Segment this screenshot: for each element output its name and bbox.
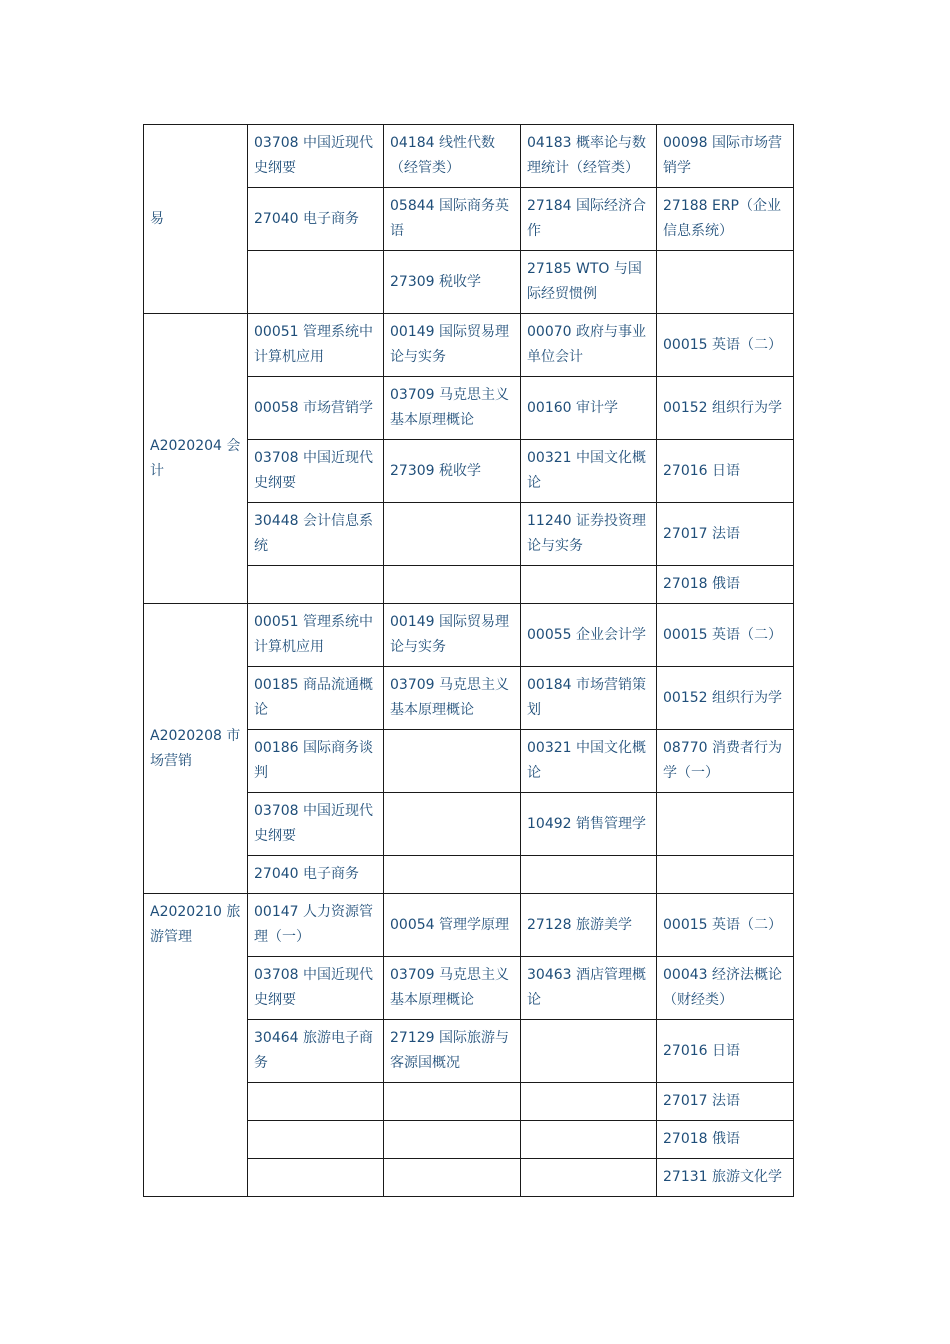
course-cell: [384, 793, 521, 856]
course-cell: 27017 法语: [657, 503, 794, 566]
course-cell: 03708 中国近现代史纲要: [248, 957, 384, 1020]
course-cell: 03708 中国近现代史纲要: [248, 125, 384, 188]
course-cell: [384, 856, 521, 894]
course-cell: [384, 1083, 521, 1121]
course-cell: [521, 566, 657, 604]
course-cell: 27309 税收学: [384, 251, 521, 314]
course-cell: 27129 国际旅游与客源国概况: [384, 1020, 521, 1083]
course-cell: 11240 证券投资理论与实务: [521, 503, 657, 566]
course-cell: [248, 566, 384, 604]
course-cell: 00015 英语（二）: [657, 604, 794, 667]
table-row: [144, 125, 794, 188]
course-cell: 27016 日语: [657, 1020, 794, 1083]
course-cell: 04183 概率论与数理统计（经管类）: [521, 125, 657, 188]
course-cell: 27309 税收学: [384, 440, 521, 503]
course-cell: 27184 国际经济合作: [521, 188, 657, 251]
course-cell: [384, 1159, 521, 1197]
course-cell: 00015 英语（二）: [657, 314, 794, 377]
course-cell: [521, 1121, 657, 1159]
course-cell: [521, 1159, 657, 1197]
course-cell: 03709 马克思主义基本原理概论: [384, 667, 521, 730]
table-row: [144, 604, 794, 667]
course-cell: 00098 国际市场营销学: [657, 125, 794, 188]
course-cell: 10492 销售管理学: [521, 793, 657, 856]
course-cell: [248, 251, 384, 314]
course-cell: [521, 1083, 657, 1121]
course-cell: 00051 管理系统中计算机应用: [248, 604, 384, 667]
course-cell: 04184 线性代数（经管类）: [384, 125, 521, 188]
course-cell: 27018 俄语: [657, 1121, 794, 1159]
course-cell: 00185 商品流通概论: [248, 667, 384, 730]
course-cell: [657, 251, 794, 314]
course-cell: 03708 中国近现代史纲要: [248, 793, 384, 856]
course-cell: 27016 日语: [657, 440, 794, 503]
course-cell: [657, 793, 794, 856]
course-cell: 00070 政府与事业单位会计: [521, 314, 657, 377]
course-cell: [384, 566, 521, 604]
course-cell: 27188 ERP（企业信息系统）: [657, 188, 794, 251]
course-cell: 30463 酒店管理概论: [521, 957, 657, 1020]
course-cell: 27128 旅游美学: [521, 894, 657, 957]
course-cell: 00043 经济法概论（财经类）: [657, 957, 794, 1020]
course-cell: 03709 马克思主义基本原理概论: [384, 377, 521, 440]
course-cell: [521, 1020, 657, 1083]
course-cell: 00054 管理学原理: [384, 894, 521, 957]
course-cell: [248, 1121, 384, 1159]
major-cell: A2020210 旅游管理: [144, 894, 248, 1197]
course-cell: 03708 中国近现代史纲要: [248, 440, 384, 503]
course-cell: [384, 730, 521, 793]
table-row: [144, 314, 794, 377]
major-cell: 易: [144, 125, 248, 314]
course-cell: 00058 市场营销学: [248, 377, 384, 440]
course-cell: 27131 旅游文化学: [657, 1159, 794, 1197]
major-cell: A2020208 市场营销: [144, 604, 248, 894]
course-cell: 00321 中国文化概论: [521, 440, 657, 503]
course-cell: 00321 中国文化概论: [521, 730, 657, 793]
course-cell: 00149 国际贸易理论与实务: [384, 604, 521, 667]
course-cell: 30464 旅游电子商务: [248, 1020, 384, 1083]
course-cell: 00186 国际商务谈判: [248, 730, 384, 793]
course-cell: [657, 856, 794, 894]
course-cell: 27185 WTO 与国际经贸惯例: [521, 251, 657, 314]
course-cell: 27040 电子商务: [248, 188, 384, 251]
course-cell: [384, 503, 521, 566]
course-cell: 27018 俄语: [657, 566, 794, 604]
course-cell: 00152 组织行为学: [657, 377, 794, 440]
course-cell: 00152 组织行为学: [657, 667, 794, 730]
course-cell: 00055 企业会计学: [521, 604, 657, 667]
course-table: [143, 124, 794, 1197]
course-cell: 27017 法语: [657, 1083, 794, 1121]
table-row: [144, 894, 794, 957]
course-cell: 27040 电子商务: [248, 856, 384, 894]
course-cell: 05844 国际商务英语: [384, 188, 521, 251]
course-cell: 30448 会计信息系统: [248, 503, 384, 566]
course-cell: 08770 消费者行为学（一）: [657, 730, 794, 793]
course-cell: 00015 英语（二）: [657, 894, 794, 957]
course-table-page: [143, 124, 793, 1197]
course-cell: 00149 国际贸易理论与实务: [384, 314, 521, 377]
course-cell: [384, 1121, 521, 1159]
course-cell: 00184 市场营销策划: [521, 667, 657, 730]
course-cell: [521, 856, 657, 894]
course-cell: 03709 马克思主义基本原理概论: [384, 957, 521, 1020]
course-cell: [248, 1083, 384, 1121]
course-cell: 00051 管理系统中计算机应用: [248, 314, 384, 377]
course-cell: 00160 审计学: [521, 377, 657, 440]
course-cell: [248, 1159, 384, 1197]
major-cell: A2020204 会计: [144, 314, 248, 604]
course-cell: 00147 人力资源管理（一）: [248, 894, 384, 957]
